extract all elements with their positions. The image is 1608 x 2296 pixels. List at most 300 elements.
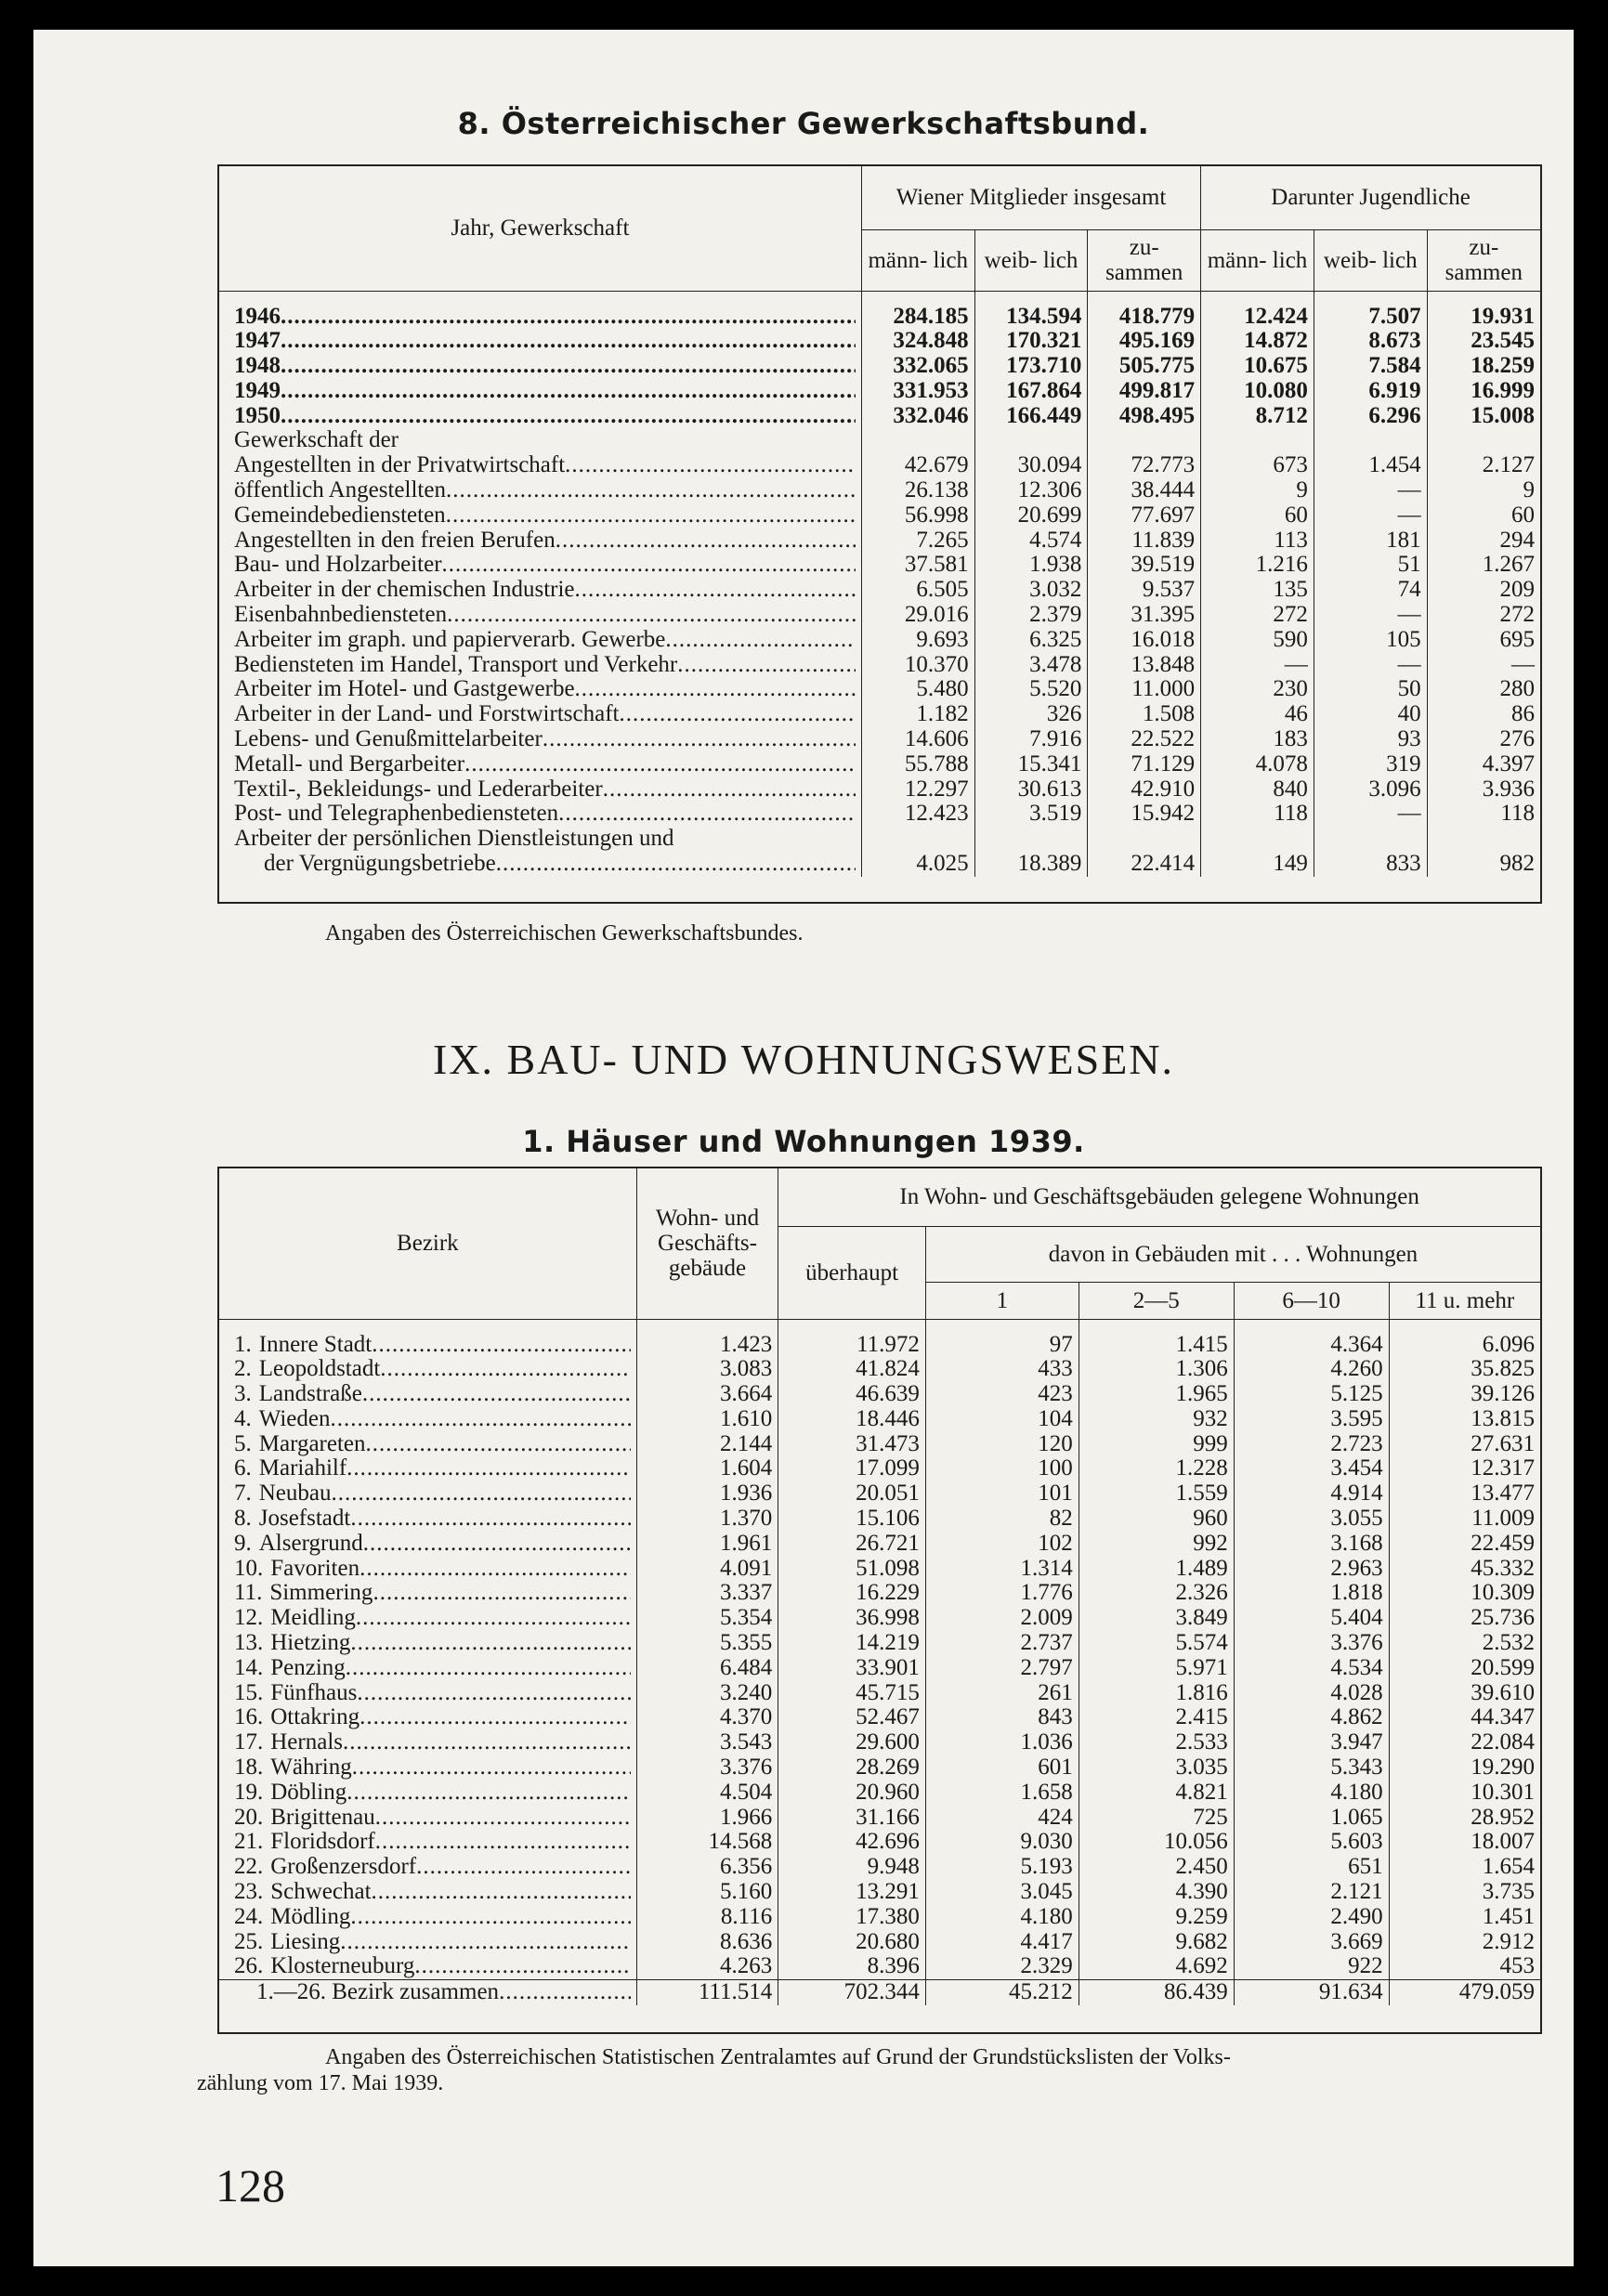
value-cell: 14.606 <box>861 727 974 752</box>
value-cell: 167.864 <box>974 379 1088 404</box>
table-row <box>219 553 1540 578</box>
value-cell: 1.306 <box>1079 1357 1234 1382</box>
district-label: 19. Döbling ..... <box>219 1781 636 1806</box>
empty-cell <box>974 428 1088 453</box>
value-cell: 31.166 <box>778 1806 926 1831</box>
value-cell: 33.901 <box>778 1656 926 1681</box>
value-cell: 294 <box>1427 528 1540 554</box>
value-cell: 272 <box>1427 603 1540 628</box>
value-cell: 10.309 <box>1389 1581 1540 1606</box>
value-cell: 4.263 <box>636 1954 778 1979</box>
value-cell: 102 <box>925 1532 1079 1557</box>
year-label: 1947 ..... <box>219 329 861 354</box>
value-cell: 1.508 <box>1088 702 1201 727</box>
district-label: 16. Ottakring ..... <box>219 1705 636 1730</box>
empty-cell <box>861 428 974 453</box>
table-row <box>219 1432 1540 1457</box>
table-row <box>219 1481 1540 1507</box>
district-label: 1. Innere Stadt ..... <box>219 1333 636 1358</box>
empty-cell <box>1314 827 1427 852</box>
value-cell: 8.673 <box>1314 329 1427 354</box>
value-cell: 1.604 <box>636 1456 778 1481</box>
value-cell: 15.341 <box>974 752 1088 777</box>
value-cell: 1.454 <box>1314 453 1427 478</box>
section-1-title: 1. Häuser und Wohnungen 1939. <box>522 1124 1085 1159</box>
value-cell: 3.849 <box>1079 1606 1234 1631</box>
empty-cell <box>974 827 1088 852</box>
value-cell: 7.265 <box>861 528 974 554</box>
value-cell: 13.848 <box>1088 653 1201 678</box>
value-cell: 16.999 <box>1427 379 1540 404</box>
district-label: 8. Josefstadt ..... <box>219 1507 636 1532</box>
value-cell: 2.533 <box>1079 1730 1234 1755</box>
table-row <box>219 802 1540 827</box>
district-label: 4. Wieden ..... <box>219 1407 636 1432</box>
value-cell: 120 <box>925 1432 1079 1457</box>
value-cell: 840 <box>1201 777 1314 802</box>
value-cell: 13.291 <box>778 1880 926 1905</box>
spacer-cell <box>1427 291 1540 305</box>
value-cell: 2.379 <box>974 603 1088 628</box>
header-vienna-members: Wiener Mitglieder insgesamt <box>861 166 1200 229</box>
value-cell: 37.581 <box>861 553 974 578</box>
district-label: 2. Leopoldstadt ..... <box>219 1357 636 1382</box>
union-label: öffentlich Angestellten ..... <box>219 478 861 503</box>
section-8-title: 8. Österreichischer Gewerkschaftsbund. <box>457 106 1150 141</box>
value-cell: 1.370 <box>636 1507 778 1532</box>
value-cell: 13.477 <box>1389 1481 1540 1507</box>
empty-cell <box>1314 428 1427 453</box>
table-row <box>219 1407 1540 1432</box>
value-cell: 42.679 <box>861 453 974 478</box>
value-cell: 18.389 <box>974 852 1088 877</box>
value-cell: 1.423 <box>636 1333 778 1358</box>
value-cell: 60 <box>1201 503 1314 528</box>
value-cell: 3.376 <box>1234 1631 1389 1656</box>
value-cell: 10.370 <box>861 653 974 678</box>
value-cell: 4.028 <box>1234 1681 1389 1706</box>
empty-cell <box>1201 827 1314 852</box>
table-row <box>219 1606 1540 1631</box>
value-cell: 20.699 <box>974 503 1088 528</box>
value-cell: 1.182 <box>861 702 974 727</box>
district-label: 21. Floridsdorf ..... <box>219 1830 636 1855</box>
value-cell: 10.675 <box>1201 354 1314 379</box>
value-cell: 5.160 <box>636 1880 778 1905</box>
value-cell: 28.952 <box>1389 1806 1540 1831</box>
value-cell: 6.919 <box>1314 379 1427 404</box>
value-cell: 2.532 <box>1389 1631 1540 1656</box>
value-cell: 999 <box>1079 1432 1234 1457</box>
value-cell: — <box>1201 653 1314 678</box>
table-row <box>219 1781 1540 1806</box>
value-cell: 1.559 <box>1079 1481 1234 1507</box>
value-cell: 10.080 <box>1201 379 1314 404</box>
value-cell: 113 <box>1201 528 1314 554</box>
value-cell: 2.797 <box>925 1656 1079 1681</box>
value-cell: 12.423 <box>861 802 974 827</box>
value-cell: 2.490 <box>1234 1905 1389 1930</box>
value-cell: 453 <box>1389 1954 1540 1979</box>
value-cell: 3.454 <box>1234 1456 1389 1481</box>
value-cell: 590 <box>1201 628 1314 653</box>
value-cell: — <box>1314 503 1427 528</box>
value-cell: 9 <box>1201 478 1314 503</box>
value-cell: 3.936 <box>1427 777 1540 802</box>
value-cell: 93 <box>1314 727 1427 752</box>
value-cell: — <box>1314 603 1427 628</box>
spacer-cell <box>1079 1319 1234 1333</box>
value-cell: 19.931 <box>1427 305 1540 330</box>
union-label: Post- und Telegraphenbediensteten ..... <box>219 802 861 827</box>
table-row <box>219 1581 1540 1606</box>
header-female-1: weib- lich <box>974 229 1088 291</box>
page-number: 128 <box>216 2159 285 2211</box>
value-cell: 173.710 <box>974 354 1088 379</box>
table-row <box>219 1532 1540 1557</box>
value-cell: 10.301 <box>1389 1781 1540 1806</box>
value-cell: 2.723 <box>1234 1432 1389 1457</box>
table-row <box>219 1855 1540 1880</box>
value-cell: 39.519 <box>1088 553 1201 578</box>
value-cell: 1.228 <box>1079 1456 1234 1481</box>
value-cell: 35.825 <box>1389 1357 1540 1382</box>
header-female-2: weib- lich <box>1314 229 1427 291</box>
value-cell: 183 <box>1201 727 1314 752</box>
spacer-cell <box>1389 1319 1540 1333</box>
value-cell: 2.144 <box>636 1432 778 1457</box>
value-cell: 332.046 <box>861 404 974 429</box>
value-cell: 4.862 <box>1234 1705 1389 1730</box>
value-cell: 4.417 <box>925 1930 1079 1955</box>
table-row <box>219 1507 1540 1532</box>
value-cell: 9.259 <box>1079 1905 1234 1930</box>
value-cell: 45.332 <box>1389 1557 1540 1582</box>
value-cell: 30.613 <box>974 777 1088 802</box>
district-label: 26. Klosterneuburg ..... <box>219 1954 636 1979</box>
header-total-1: zu- sammen <box>1088 229 1201 291</box>
value-cell: 5.355 <box>636 1631 778 1656</box>
value-cell: 2.737 <box>925 1631 1079 1656</box>
spacer-cell <box>636 1319 778 1333</box>
value-cell: 284.185 <box>861 305 974 330</box>
value-cell: 3.168 <box>1234 1532 1389 1557</box>
empty-cell <box>861 827 974 852</box>
value-cell: 6.505 <box>861 578 974 603</box>
table-row <box>219 727 1540 752</box>
value-cell: 29.600 <box>778 1730 926 1755</box>
value-cell: 1.267 <box>1427 553 1540 578</box>
district-label: 22. Großenzersdorf ..... <box>219 1855 636 1880</box>
value-cell: 1.965 <box>1079 1382 1234 1407</box>
table-row <box>219 1880 1540 1905</box>
value-cell: 20.680 <box>778 1930 926 1955</box>
value-cell: 5.480 <box>861 677 974 702</box>
header-youth: Darunter Jugendliche <box>1201 166 1540 229</box>
empty-cell <box>1088 827 1201 852</box>
union-label: Arbeiter in der Land- und Forstwirtschaft ..... <box>219 702 861 727</box>
union-label: Textil-, Bekleidungs- und Lederarbeiter ..... <box>219 777 861 802</box>
value-cell: 39.126 <box>1389 1382 1540 1407</box>
header-size-2-5: 2—5 <box>1079 1282 1234 1319</box>
union-members-table <box>217 164 1542 904</box>
district-label: 25. Liesing ..... <box>219 1930 636 1955</box>
empty-cell <box>1201 428 1314 453</box>
value-cell: 5.404 <box>1234 1606 1389 1631</box>
value-cell: 5.343 <box>1234 1755 1389 1781</box>
value-cell: 3.032 <box>974 578 1088 603</box>
value-cell: 2.127 <box>1427 453 1540 478</box>
table-row <box>219 1806 1540 1831</box>
table-row <box>219 1631 1540 1656</box>
value-cell: 46.639 <box>778 1382 926 1407</box>
section-1-source-line2: zählung vom 17. Mai 1939. <box>197 2071 444 2095</box>
value-cell: 7.507 <box>1314 305 1427 330</box>
value-cell: 3.947 <box>1234 1730 1389 1755</box>
section-8-source: Angaben des Österreichischen Gewerkschaftsbundes. <box>325 921 804 946</box>
value-cell: 26.721 <box>778 1532 926 1557</box>
value-cell: 8.396 <box>778 1954 926 1979</box>
value-cell: 8.116 <box>636 1905 778 1930</box>
spacer-cell <box>861 291 974 305</box>
value-cell: 6.296 <box>1314 404 1427 429</box>
value-cell: 23.545 <box>1427 329 1540 354</box>
union-label: Gemeindebediensteten ..... <box>219 503 861 528</box>
header-of-which: davon in Gebäuden mit . . . Wohnungen <box>925 1226 1540 1282</box>
header-size-6-10: 6—10 <box>1234 1282 1389 1319</box>
header-buildings: Wohn- und Geschäfts- gebäude <box>636 1168 778 1319</box>
table-row <box>219 702 1540 727</box>
district-label: 13. Hietzing ..... <box>219 1631 636 1656</box>
total-value-cell: 91.634 <box>1234 1980 1389 2005</box>
value-cell: 4.370 <box>636 1705 778 1730</box>
value-cell: 261 <box>925 1681 1079 1706</box>
value-cell: 2.326 <box>1079 1581 1234 1606</box>
value-cell: 424 <box>925 1806 1079 1831</box>
header-district: Bezirk <box>219 1168 636 1319</box>
value-cell: 12.317 <box>1389 1456 1540 1481</box>
header-size-11-plus: 11 u. mehr <box>1389 1282 1540 1319</box>
table-row <box>219 1954 1540 1979</box>
union-label: Arbeiter im Hotel- und Gastgewerbe ..... <box>219 677 861 702</box>
value-cell: 18.259 <box>1427 354 1540 379</box>
value-cell: 12.424 <box>1201 305 1314 330</box>
table-row <box>219 628 1540 653</box>
value-cell: 3.055 <box>1234 1507 1389 1532</box>
value-cell: 3.376 <box>636 1755 778 1781</box>
value-cell: 14.219 <box>778 1631 926 1656</box>
houses-apartments-grid <box>219 1168 1540 2005</box>
union-label: Angestellten in den freien Berufen ..... <box>219 528 861 554</box>
value-cell: — <box>1314 653 1427 678</box>
value-cell: 3.083 <box>636 1357 778 1382</box>
value-cell: 2.450 <box>1079 1855 1234 1880</box>
union-label: Arbeiter in der chemischen Industrie ..... <box>219 578 861 603</box>
value-cell: 8.712 <box>1201 404 1314 429</box>
table-row <box>219 677 1540 702</box>
value-cell: 55.788 <box>861 752 974 777</box>
table-row <box>219 453 1540 478</box>
value-cell: 15.008 <box>1427 404 1540 429</box>
value-cell: 3.735 <box>1389 1880 1540 1905</box>
union-members-body <box>219 291 1540 877</box>
value-cell: 42.696 <box>778 1830 926 1855</box>
value-cell: 27.631 <box>1389 1432 1540 1457</box>
total-value-cell: 702.344 <box>778 1980 926 2005</box>
spacer-cell <box>1088 291 1201 305</box>
district-label: 7. Neubau ..... <box>219 1481 636 1507</box>
total-value-cell: 86.439 <box>1079 1980 1234 2005</box>
value-cell: 11.000 <box>1088 677 1201 702</box>
value-cell: 3.595 <box>1234 1407 1389 1432</box>
district-label: 14. Penzing ..... <box>219 1656 636 1681</box>
value-cell: 9.537 <box>1088 578 1201 603</box>
value-cell: 992 <box>1079 1532 1234 1557</box>
value-cell: 651 <box>1234 1855 1389 1880</box>
value-cell: 4.091 <box>636 1557 778 1582</box>
value-cell: 5.354 <box>636 1606 778 1631</box>
empty-cell <box>1427 827 1540 852</box>
value-cell: 60 <box>1427 503 1540 528</box>
value-cell: 498.495 <box>1088 404 1201 429</box>
value-cell: 20.599 <box>1389 1656 1540 1681</box>
value-cell: 1.415 <box>1079 1333 1234 1358</box>
table-row <box>219 1905 1540 1930</box>
value-cell: 7.916 <box>974 727 1088 752</box>
value-cell: 97 <box>925 1333 1079 1358</box>
table-row <box>219 1357 1540 1382</box>
spacer-cell <box>219 291 861 305</box>
value-cell: 960 <box>1079 1507 1234 1532</box>
district-label: 15. Fünfhaus ..... <box>219 1681 636 1706</box>
header-apartments-group: In Wohn- und Geschäftsgebäuden gelegene Wohnungen <box>778 1168 1540 1226</box>
value-cell: 230 <box>1201 677 1314 702</box>
total-value-cell: 111.514 <box>636 1980 778 2005</box>
value-cell: 181 <box>1314 528 1427 554</box>
value-cell: 423 <box>925 1382 1079 1407</box>
value-cell: 22.459 <box>1389 1532 1540 1557</box>
union-label-line1: Arbeiter der persönlichen Dienstleistungen und <box>234 827 674 852</box>
value-cell: 101 <box>925 1481 1079 1507</box>
value-cell: 9 <box>1427 478 1540 503</box>
table-row <box>219 1656 1540 1681</box>
value-cell: 4.025 <box>861 852 974 877</box>
value-cell: 326 <box>974 702 1088 727</box>
value-cell: 118 <box>1201 802 1314 827</box>
table-row <box>219 503 1540 528</box>
value-cell: 39.610 <box>1389 1681 1540 1706</box>
value-cell: 5.971 <box>1079 1656 1234 1681</box>
value-cell: 42.910 <box>1088 777 1201 802</box>
district-label: 3. Landstraße ..... <box>219 1382 636 1407</box>
value-cell: 26.138 <box>861 478 974 503</box>
value-cell: 673 <box>1201 453 1314 478</box>
table-row <box>219 752 1540 777</box>
value-cell: 433 <box>925 1357 1079 1382</box>
union-label: Arbeiter im graph. und papierverarb. Gewerbe ..... <box>219 628 861 653</box>
value-cell: 1.314 <box>925 1557 1079 1582</box>
value-cell: 29.016 <box>861 603 974 628</box>
value-cell: 135 <box>1201 578 1314 603</box>
value-cell: 922 <box>1234 1954 1389 1979</box>
value-cell: 14.568 <box>636 1830 778 1855</box>
value-cell: 2.963 <box>1234 1557 1389 1582</box>
value-cell: 13.815 <box>1389 1407 1540 1432</box>
value-cell: 118 <box>1427 802 1540 827</box>
value-cell: 105 <box>1314 628 1427 653</box>
value-cell: 134.594 <box>974 305 1088 330</box>
total-row <box>219 1980 1540 2005</box>
value-cell: 1.966 <box>636 1806 778 1831</box>
value-cell: 51 <box>1314 553 1427 578</box>
value-cell: 982 <box>1427 852 1540 877</box>
value-cell: 4.821 <box>1079 1781 1234 1806</box>
value-cell: 31.473 <box>778 1432 926 1457</box>
value-cell: 41.824 <box>778 1357 926 1382</box>
value-cell: 15.106 <box>778 1507 926 1532</box>
value-cell: 15.942 <box>1088 802 1201 827</box>
value-cell: 77.697 <box>1088 503 1201 528</box>
value-cell: 499.817 <box>1088 379 1201 404</box>
value-cell: 12.297 <box>861 777 974 802</box>
value-cell: 12.306 <box>974 478 1088 503</box>
union-label: Lebens- und Genußmittelarbeiter ..... <box>219 727 861 752</box>
value-cell: 5.574 <box>1079 1631 1234 1656</box>
value-cell: 495.169 <box>1088 329 1201 354</box>
table-row <box>219 1333 1540 1358</box>
value-cell: 1.816 <box>1079 1681 1234 1706</box>
table-row <box>219 1755 1540 1781</box>
district-label: 24. Mödling ..... <box>219 1905 636 1930</box>
union-subheading: Gewerkschaft der <box>234 428 399 453</box>
value-cell: 280 <box>1427 677 1540 702</box>
union-label-line2: der Vergnügungsbetriebe ..... <box>219 852 861 877</box>
value-cell: 1.818 <box>1234 1581 1389 1606</box>
value-cell: 332.065 <box>861 354 974 379</box>
union-label: Metall- und Bergarbeiter ..... <box>219 752 861 777</box>
table-row <box>219 1456 1540 1481</box>
value-cell: 4.914 <box>1234 1481 1389 1507</box>
value-cell: 22.522 <box>1088 727 1201 752</box>
value-cell: 20.051 <box>778 1481 926 1507</box>
value-cell: 2.329 <box>925 1954 1079 1979</box>
value-cell: 9.948 <box>778 1855 926 1880</box>
district-label: 11. Simmering ..... <box>219 1581 636 1606</box>
houses-apartments-body <box>219 1319 1540 2005</box>
table-row <box>219 578 1540 603</box>
value-cell: 9.030 <box>925 1830 1079 1855</box>
value-cell: 932 <box>1079 1407 1234 1432</box>
value-cell: 46 <box>1201 702 1314 727</box>
value-cell: 1.658 <box>925 1781 1079 1806</box>
value-cell: 25.736 <box>1389 1606 1540 1631</box>
value-cell: 51.098 <box>778 1557 926 1582</box>
district-label: 6. Mariahilf ..... <box>219 1456 636 1481</box>
value-cell: 1.936 <box>636 1481 778 1507</box>
value-cell: 331.953 <box>861 379 974 404</box>
value-cell: 17.099 <box>778 1456 926 1481</box>
value-cell: 28.269 <box>778 1755 926 1781</box>
table-row <box>219 1730 1540 1755</box>
value-cell: — <box>1427 653 1540 678</box>
value-cell: 11.972 <box>778 1333 926 1358</box>
value-cell: 52.467 <box>778 1705 926 1730</box>
table-row <box>219 478 1540 503</box>
table-row <box>219 1705 1540 1730</box>
value-cell: 2.415 <box>1079 1705 1234 1730</box>
value-cell: 3.035 <box>1079 1755 1234 1781</box>
value-cell: 19.290 <box>1389 1755 1540 1781</box>
